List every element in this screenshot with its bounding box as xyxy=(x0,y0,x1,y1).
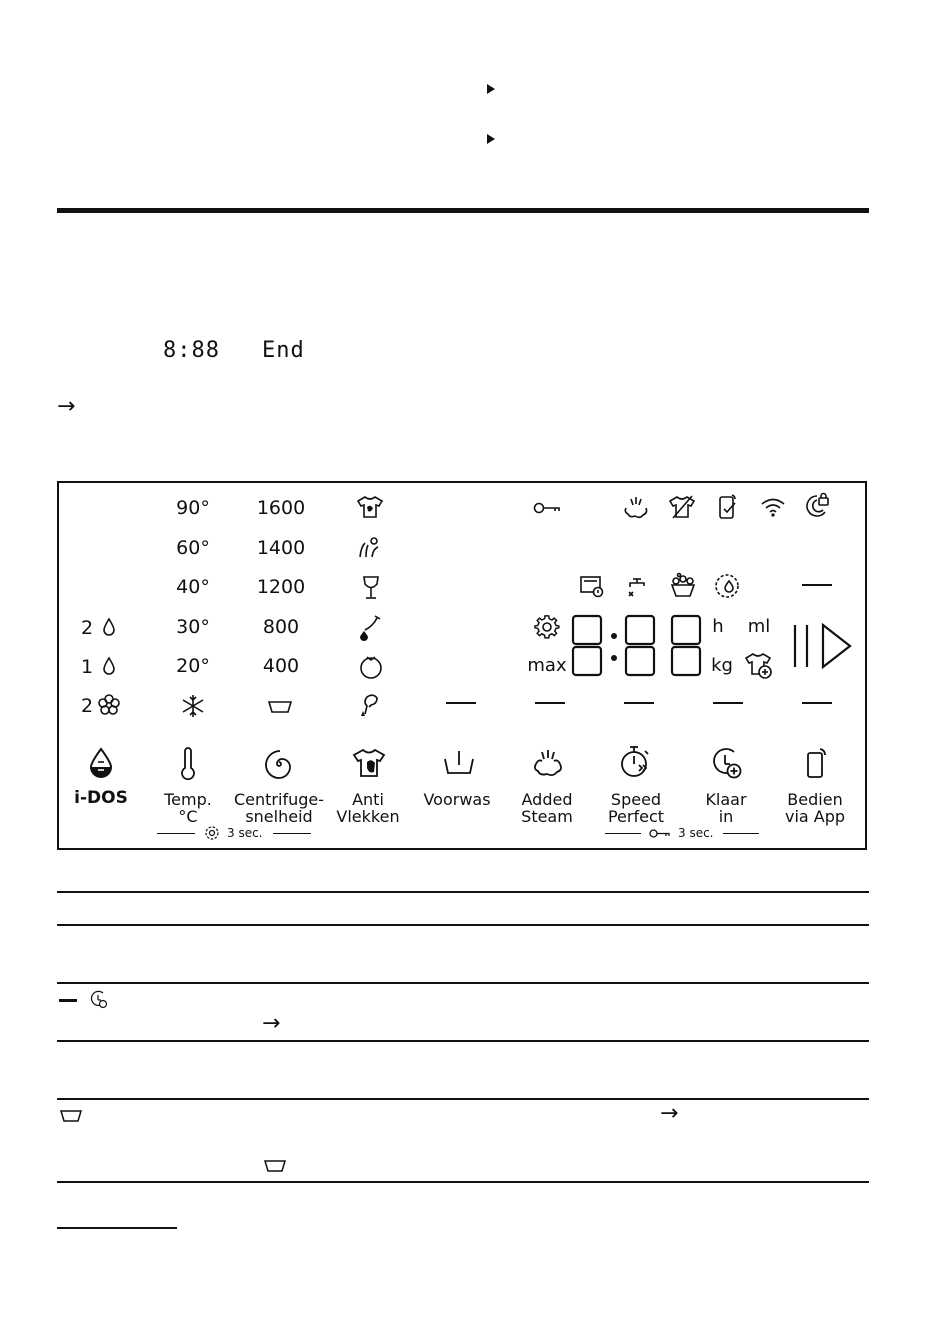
settings-gear-icon xyxy=(204,825,220,841)
speed-400: 400 xyxy=(262,655,300,677)
start-pause-icon[interactable] xyxy=(792,623,852,669)
speed-1600: 1600 xyxy=(256,497,306,519)
finish-in-clock-icon xyxy=(90,990,108,1008)
display-h-label: h xyxy=(712,616,724,637)
footnote-rule xyxy=(57,1227,177,1229)
idos-button-label[interactable]: i-DOS xyxy=(74,788,128,808)
arrow-right-icon: → xyxy=(262,1011,281,1036)
display-kg-label: kg xyxy=(711,655,733,676)
wine-stain-icon xyxy=(361,575,381,601)
spin-icon[interactable] xyxy=(264,749,294,779)
key-lock-icon xyxy=(533,501,561,515)
control-panel xyxy=(57,481,867,850)
hold-settings-label: 3 sec. xyxy=(227,826,263,840)
table-rule xyxy=(57,1040,869,1042)
speed-perfect-button-label[interactable]: Speed Perfect xyxy=(607,790,665,826)
hold-lock-label: 3 sec. xyxy=(678,826,714,840)
prewash-icon[interactable] xyxy=(443,749,475,777)
idos-level-1: 1 xyxy=(80,656,94,678)
flower-icon xyxy=(98,694,120,716)
drum-drop-icon xyxy=(714,573,740,599)
idos-icon[interactable] xyxy=(89,748,113,778)
finish-in-button-label[interactable]: Klaar in xyxy=(705,790,747,826)
indicator-dash xyxy=(446,702,476,704)
end-display-example: End xyxy=(262,338,305,363)
speed-1400: 1400 xyxy=(256,537,306,559)
tomato-stain-icon xyxy=(358,653,384,679)
no-spin-tub-icon xyxy=(268,700,292,714)
indicator-dash xyxy=(802,584,832,586)
blood-drop-stain-icon xyxy=(359,614,383,640)
bullet-marker xyxy=(487,84,495,94)
temp-20: 20° xyxy=(176,655,210,677)
display-ml-label: ml xyxy=(747,616,771,637)
no-iron-shirt-icon xyxy=(669,494,695,520)
spin-button-label[interactable]: Centrifuge- snelheid xyxy=(234,790,324,826)
idos-softener-level: 2 xyxy=(80,695,94,717)
table-rule xyxy=(57,924,869,926)
bullet-marker xyxy=(487,134,495,144)
added-steam-button-label[interactable]: Added Steam xyxy=(521,790,573,826)
drum-clean-reminder-icon xyxy=(579,574,605,598)
key-lock-icon xyxy=(649,828,671,839)
indicator-dash xyxy=(713,702,743,704)
table-rule xyxy=(57,1181,869,1183)
remote-app-icon[interactable] xyxy=(805,747,829,779)
table-rule xyxy=(57,1098,869,1100)
finish-in-clock-icon[interactable] xyxy=(710,746,744,780)
display-max-label: max xyxy=(527,655,567,676)
temp-60: 60° xyxy=(176,537,210,559)
hold-line xyxy=(605,833,641,834)
speed-perfect-icon[interactable] xyxy=(619,745,653,779)
anti-stain-button-label[interactable]: Anti Vlekken xyxy=(336,790,400,826)
water-tap-icon xyxy=(626,575,650,599)
anti-stain-shirt-icon[interactable] xyxy=(353,748,385,778)
added-steam-icon[interactable] xyxy=(532,747,564,779)
drop-icon xyxy=(103,618,115,636)
speed-800: 800 xyxy=(262,616,300,638)
no-spin-tub-icon xyxy=(264,1160,286,1172)
idos-level-2: 2 xyxy=(80,617,94,639)
hand-stain-icon xyxy=(359,692,381,718)
table-rule xyxy=(57,982,869,984)
hold-line xyxy=(723,833,759,834)
arrow-right-icon: → xyxy=(57,394,76,419)
settings-gear-icon xyxy=(534,614,560,640)
hold-line xyxy=(157,833,195,834)
foam-detection-icon xyxy=(669,573,697,599)
steam-icon xyxy=(623,494,649,520)
temp-40: 40° xyxy=(176,576,210,598)
no-spin-tub-icon xyxy=(60,1110,82,1122)
shirt-stain-icon xyxy=(357,495,383,519)
arrow-right-icon: → xyxy=(660,1101,679,1126)
remote-app-button-label[interactable]: Bedien via App xyxy=(784,790,846,826)
temp-button-label[interactable]: Temp. °C xyxy=(164,790,212,826)
seven-segment-display xyxy=(571,614,706,678)
indicator-dash xyxy=(802,702,832,704)
phone-check-icon xyxy=(718,494,738,520)
drop-icon xyxy=(103,657,115,675)
indicator-dash xyxy=(535,702,565,704)
prewash-button-label[interactable]: Voorwas xyxy=(423,790,491,809)
time-display-example: 8:88 xyxy=(163,338,220,363)
dash-symbol xyxy=(59,999,77,1002)
indicator-dash xyxy=(624,702,654,704)
temp-30: 30° xyxy=(176,616,210,638)
temp-90: 90° xyxy=(176,497,210,519)
snowflake-icon xyxy=(181,694,205,718)
child-lock-icon xyxy=(805,493,831,519)
thermometer-icon[interactable] xyxy=(181,748,195,780)
hold-line xyxy=(273,833,311,834)
wifi-icon xyxy=(760,496,786,518)
section-rule xyxy=(57,208,869,213)
speed-1200: 1200 xyxy=(256,576,306,598)
table-rule xyxy=(57,891,869,893)
grass-stain-icon xyxy=(357,535,383,559)
shirt-add-icon xyxy=(745,651,773,679)
